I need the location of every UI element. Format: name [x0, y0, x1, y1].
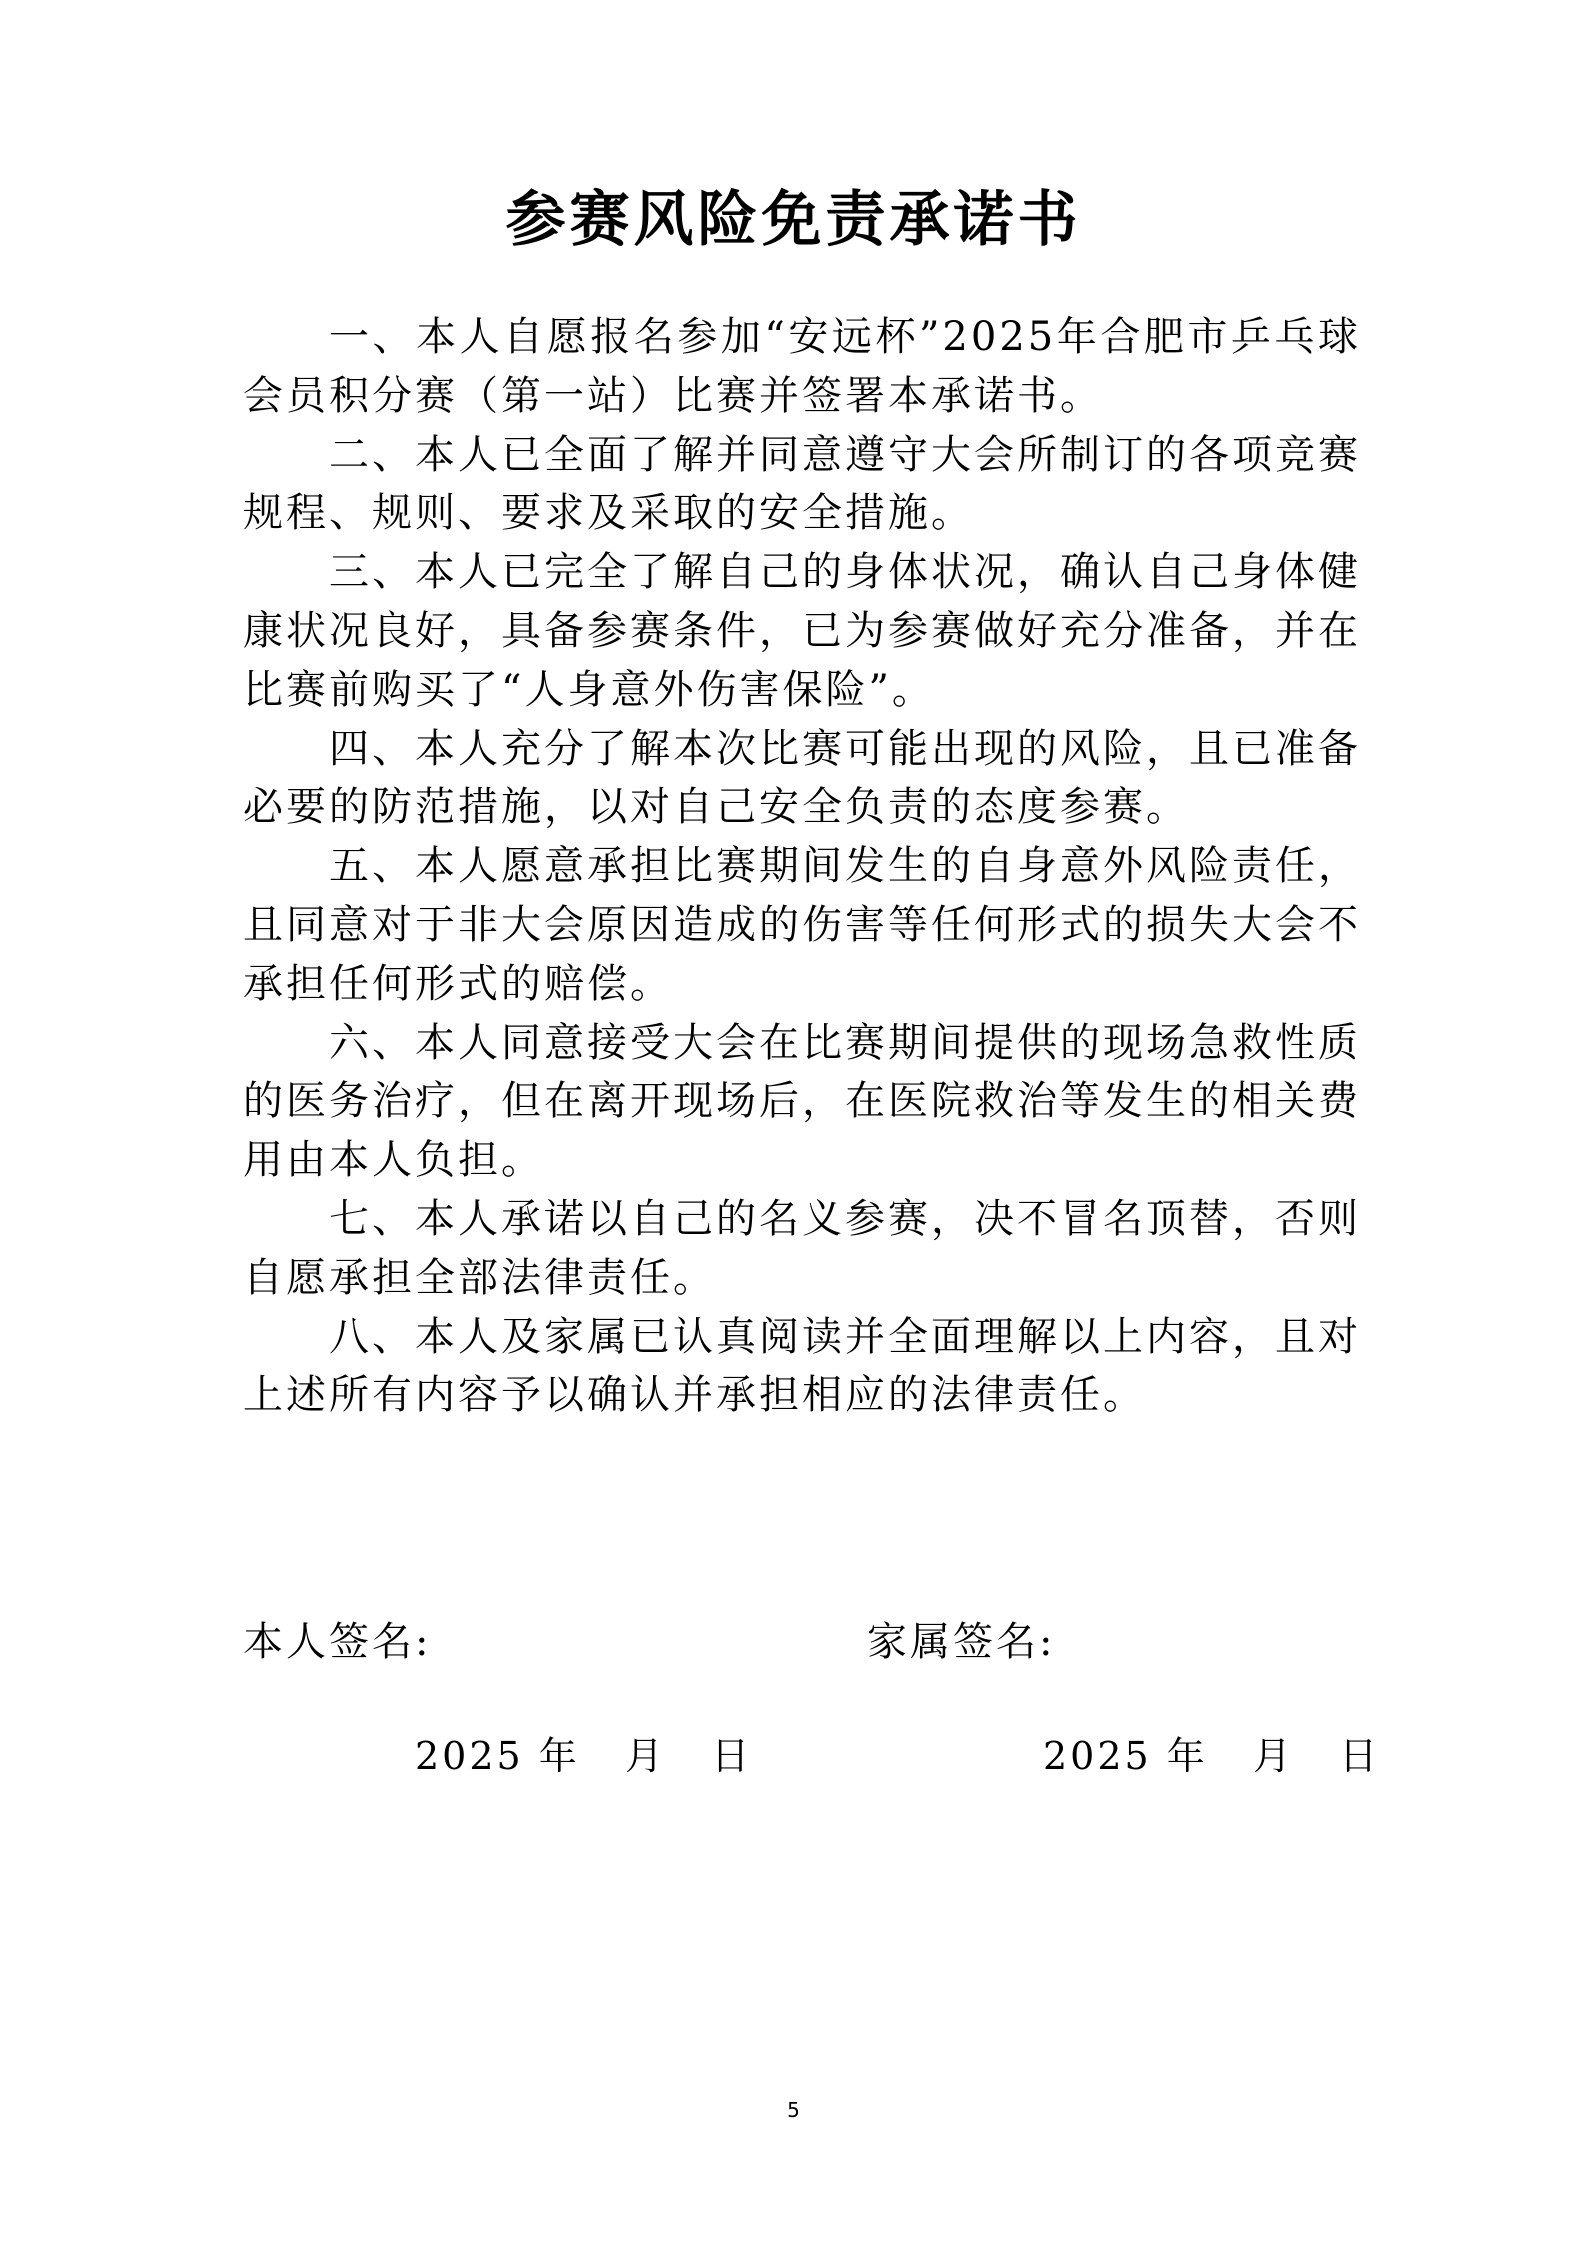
document-title: 参赛风险免责承诺书 [505, 185, 1082, 255]
clause-5: 五、本人愿意承担比赛期间发生的自身意外风险责任，且同意对于非大会原因造成的伤害等任何形式的损失大会不承担任何形式的赔偿。 [243, 843, 1361, 1007]
clause-8: 八、本人及家属已认真阅读并全面理解以上内容，且对上述所有内容予以确认并承担相应的法律责任。 [243, 1313, 1361, 1419]
clause-3: 三、本人已完全了解自己的身体状况，确认自己身体健康状况良好，具备参赛条件，已为参赛做好充分准备，并在比赛前购买了“人身意外伤害保险”。 [243, 549, 1361, 713]
family-signature-date: 2025 年 月 日 [1043, 1734, 1381, 1778]
clause-6: 六、本人同意接受大会在比赛期间提供的现场急救性质的医务治疗，但在离开现场后，在医院救治等发生的相关费用由本人负担。 [243, 1019, 1361, 1184]
clause-4: 四、本人充分了解本次比赛可能出现的风险，且已准备必要的防范措施，以对自己安全负责的态度参赛。 [243, 725, 1361, 831]
clause-2: 二、本人已全面了解并同意遵守大会所制订的各项竞赛规程、规则、要求及采取的安全措施。 [243, 431, 1361, 537]
family-signature-label: 家属签名: [867, 1619, 1056, 1665]
signature-row [243, 1610, 1361, 1670]
date-row [243, 1725, 1381, 1785]
self-signature-label: 本人签名: [243, 1619, 432, 1665]
page-number: 5 [787, 2098, 800, 2122]
self-signature-date: 2025 年 月 日 [415, 1734, 753, 1778]
clause-7: 七、本人承诺以自己的名义参赛，决不冒名顶替，否则自愿承担全部法律责任。 [243, 1195, 1361, 1301]
clause-1: 一、本人自愿报名参加“安远杯”2025年合肥市乒乓球会员积分赛（第一站）比赛并签署本承诺书。 [243, 314, 1361, 419]
document-body [243, 308, 1361, 1425]
